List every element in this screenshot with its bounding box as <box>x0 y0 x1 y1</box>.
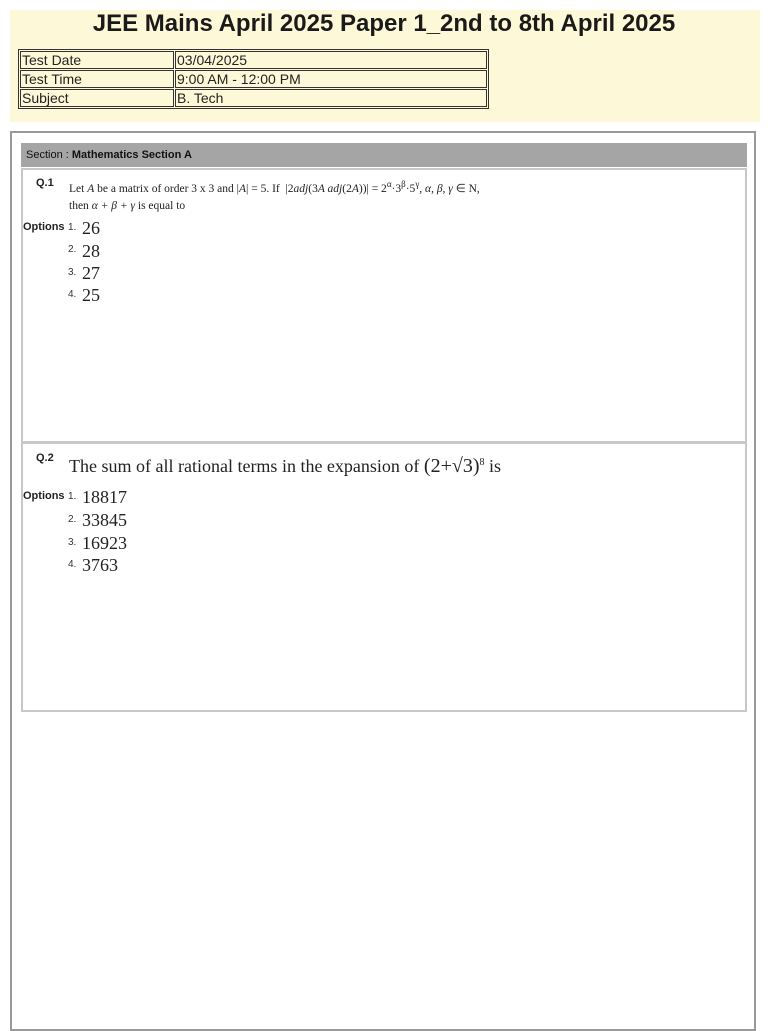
info-value: 03/04/2025 <box>175 51 487 69</box>
section-prefix: Section : <box>26 149 69 161</box>
info-label: Test Date <box>20 51 174 69</box>
option-value: 28 <box>82 241 100 261</box>
options-label: Options <box>23 490 65 502</box>
question-number: Q.1 <box>36 177 54 189</box>
page-title: JEE Mains April 2025 Paper 1_2nd to 8th April 2025 <box>92 10 676 37</box>
question-text: Let A be a matrix of order 3 x 3 and |A| = 5. If |2adj(3A $adj(2A))| = 2^\alpha\cdot 3^\beta\cdot 5^\gamma$, α, β, γ ∈ N, <box>69 179 480 195</box>
info-row-time <box>20 70 487 88</box>
option-value: 3763 <box>82 555 118 575</box>
section-header <box>21 143 747 167</box>
option-number: 1. <box>68 222 77 233</box>
option-value: 25 <box>82 285 100 305</box>
info-row-date <box>20 51 487 69</box>
option-value: 18817 <box>82 487 127 507</box>
info-row-subject <box>20 89 487 107</box>
option-number: 2. <box>68 514 77 525</box>
option-value: 33845 <box>82 510 127 530</box>
question-text: The sum of all rational terms in the expansion of $(2+√3)^8$ is <box>69 455 502 477</box>
option-value: 27 <box>82 263 100 283</box>
option-number: 2. <box>68 244 77 255</box>
info-value: B. Tech <box>175 89 487 107</box>
option-number: 4. <box>68 559 77 570</box>
test-info-table <box>18 49 489 109</box>
math-expression: (2+√3) <box>423 455 480 477</box>
math-expression: |2adj(3A $adj(2A))| = 2^\alpha\cdot 3^\beta\cdot 5^\gamma$, α, β, γ ∈ N, <box>282 179 480 195</box>
info-label: Subject <box>20 89 174 107</box>
section-name: Mathematics Section A <box>71 149 192 161</box>
option-number: 3. <box>68 267 77 278</box>
option-number: 3. <box>68 537 77 548</box>
option-value: 16923 <box>82 533 127 553</box>
options-label: Options <box>23 221 65 233</box>
option-number: 4. <box>68 289 77 300</box>
info-label: Test Time <box>20 70 174 88</box>
info-value: 9:00 AM - 12:00 PM <box>175 70 487 88</box>
question-number: Q.2 <box>36 452 54 464</box>
option-number: 1. <box>68 491 77 502</box>
question-text-line2: then α + β + γ is equal to <box>69 200 186 212</box>
question-card <box>21 442 747 712</box>
option-value: 26 <box>82 218 100 238</box>
